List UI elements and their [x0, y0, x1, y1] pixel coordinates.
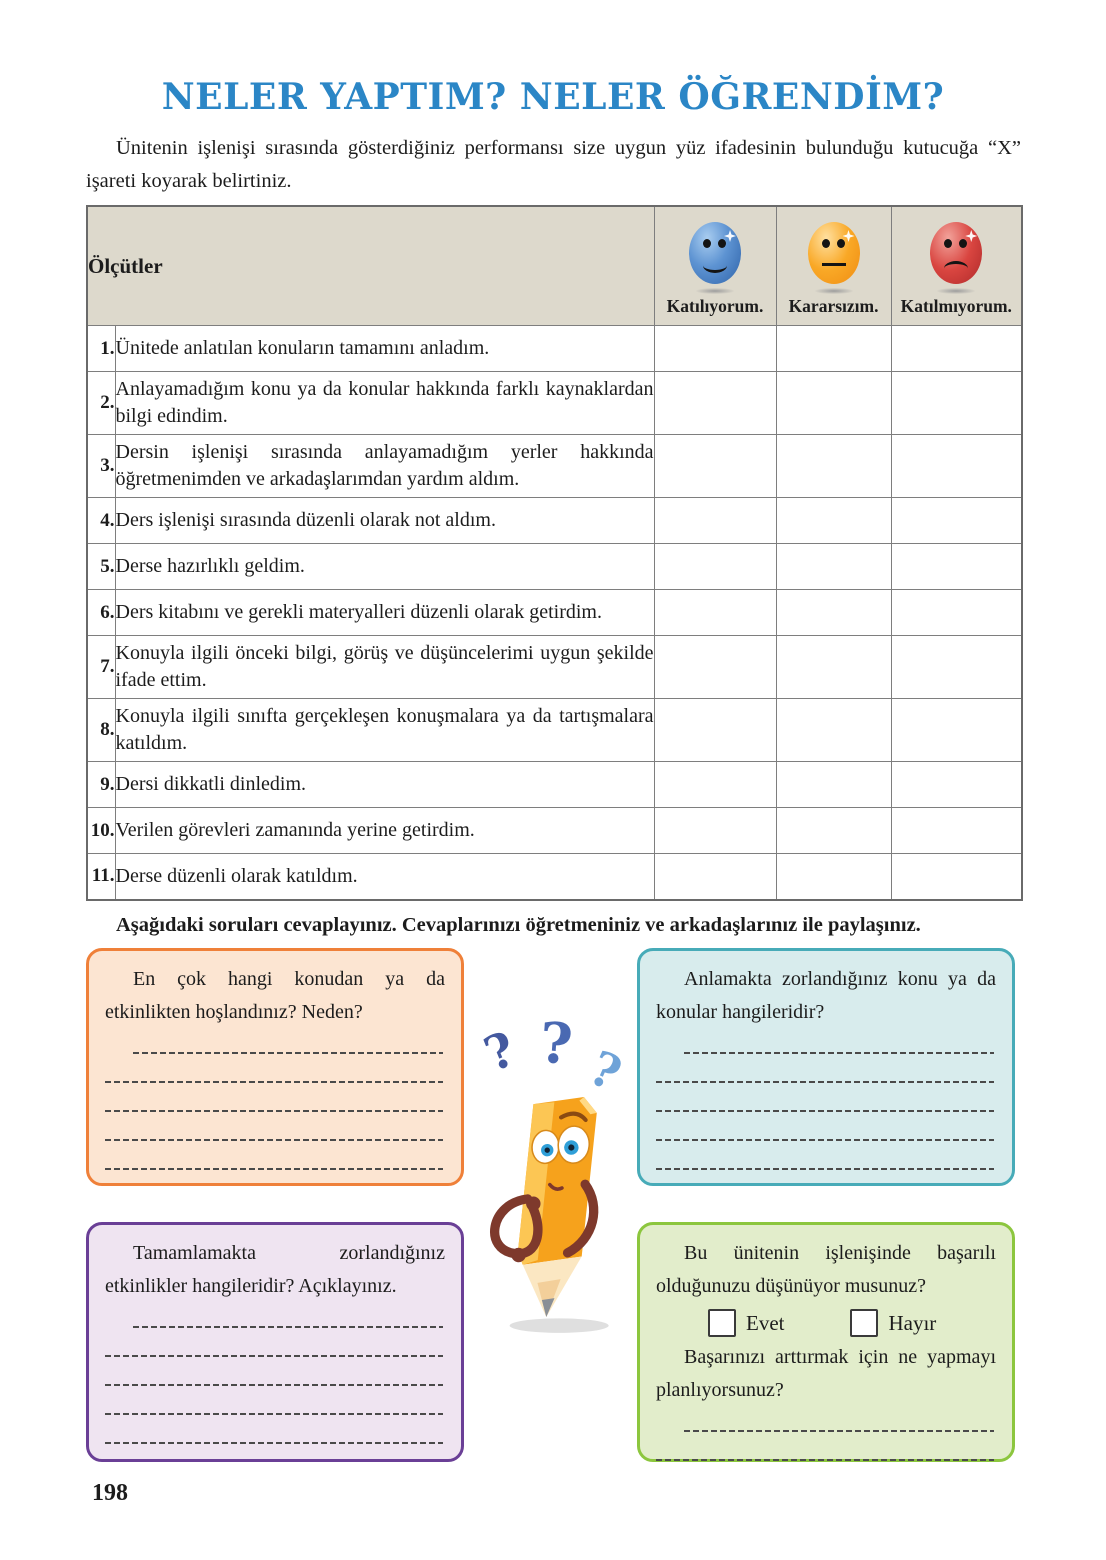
- answer-cell[interactable]: [776, 636, 891, 699]
- answer-cell[interactable]: [654, 808, 776, 854]
- table-row: [87, 435, 1022, 498]
- question-box-hard-activities: [86, 1222, 464, 1462]
- smile-mouth-icon: [703, 258, 727, 273]
- write-line[interactable]: [105, 1029, 445, 1058]
- svg-text:?: ?: [476, 1020, 524, 1084]
- option-no: [850, 1309, 936, 1337]
- answer-cell[interactable]: [891, 699, 1022, 762]
- yes-no-options: [656, 1309, 996, 1337]
- criterion-text: Anlayamadığım konu ya da konular hakkında farklı kaynaklardan bilgi edindim.: [115, 372, 654, 435]
- intro-text: Ünitenin işlenişi sırasında gösterdiğiniz performansı size uygun yüz ifadesinin bulunduğu kutucuğa “X” işareti koyarak belirtiniz.: [86, 137, 1021, 192]
- answer-cell[interactable]: [891, 372, 1022, 435]
- criterion-text: Derse düzenli olarak katıldım.: [115, 854, 654, 900]
- answer-cell[interactable]: [776, 590, 891, 636]
- write-line[interactable]: [105, 1332, 445, 1361]
- table-row: [87, 854, 1022, 900]
- question-text: Anlamakta zorlandığınız konu ya da konular hangileridir?: [656, 968, 996, 1023]
- answer-cell[interactable]: [654, 636, 776, 699]
- answer-cell[interactable]: [654, 435, 776, 498]
- eye-icon: [944, 239, 952, 248]
- svg-text:?: ?: [581, 1039, 630, 1103]
- answer-cell[interactable]: [654, 590, 776, 636]
- row-number: 10.: [87, 808, 115, 854]
- answer-cell[interactable]: [891, 544, 1022, 590]
- question-text: Tamamlamakta zorlandığınız etkinlikler hangileridir? Açıklayınız.: [105, 1242, 445, 1297]
- answer-cell[interactable]: [891, 762, 1022, 808]
- write-line[interactable]: [105, 1390, 445, 1419]
- row-number: 7.: [87, 636, 115, 699]
- answer-cell[interactable]: [654, 498, 776, 544]
- page-title: NELER YAPTIM? NELER ÖĞRENDİM?: [161, 76, 945, 118]
- evet-label: Evet: [746, 1310, 785, 1335]
- thinking-pencil-icon: [462, 1008, 647, 1338]
- answer-cell[interactable]: [776, 326, 891, 372]
- sad-face-icon: [930, 222, 982, 284]
- frown-mouth-icon: [944, 261, 968, 276]
- table-row: [87, 326, 1022, 372]
- write-line[interactable]: [105, 1419, 445, 1448]
- table-header-row: [87, 206, 1022, 326]
- criterion-text: Ünitede anlatılan konuların tamamını anladım.: [115, 326, 654, 372]
- write-line[interactable]: [656, 1436, 996, 1465]
- undecided-label: Kararsızım.: [788, 296, 879, 316]
- criterion-text: Dersin işlenişi sırasında anlayamadığım yerler hakkında öğretmenimden ve arkadaşlarımdan yardım aldım.: [115, 435, 654, 498]
- table-row: [87, 372, 1022, 435]
- disagree-label: Katılmıyorum.: [900, 296, 1012, 316]
- row-number: 6.: [87, 590, 115, 636]
- answer-cell[interactable]: [776, 762, 891, 808]
- table-row: [87, 590, 1022, 636]
- write-line[interactable]: [105, 1058, 445, 1087]
- pencil-mascot-illustration: [462, 1008, 647, 1338]
- hayir-checkbox[interactable]: [850, 1309, 878, 1337]
- answer-cell[interactable]: [654, 544, 776, 590]
- criterion-text: Konuyla ilgili sınıfta gerçekleşen konuşmalara ya da tartışmalara katıldım.: [115, 699, 654, 762]
- sparkle-icon: [965, 230, 977, 242]
- criterion-text: Konuyla ilgili önceki bilgi, görüş ve düşüncelerimi uygun şekilde ifade ettim.: [115, 636, 654, 699]
- write-lines: [105, 1029, 445, 1174]
- self-evaluation-table: [86, 205, 1023, 901]
- answer-cell[interactable]: [891, 435, 1022, 498]
- answer-cell[interactable]: [891, 590, 1022, 636]
- flat-mouth-icon: [822, 263, 846, 266]
- questions-intro: Aşağıdaki soruları cevaplayınız. Cevaplarınızı öğretmeniniz ve arkadaşlarınız ile paylaşınız.: [116, 914, 921, 936]
- answer-cell[interactable]: [776, 372, 891, 435]
- column-agree: [654, 206, 776, 326]
- answer-cell[interactable]: [654, 326, 776, 372]
- eye-icon: [718, 239, 726, 248]
- eye-icon: [959, 239, 967, 248]
- answer-cell[interactable]: [654, 762, 776, 808]
- row-number: 3.: [87, 435, 115, 498]
- write-line[interactable]: [105, 1145, 445, 1174]
- answer-cell[interactable]: [891, 326, 1022, 372]
- write-line[interactable]: [656, 1145, 996, 1174]
- eye-icon: [837, 239, 845, 248]
- svg-text:?: ?: [537, 1010, 575, 1078]
- table-row: [87, 498, 1022, 544]
- answer-cell[interactable]: [891, 498, 1022, 544]
- write-line[interactable]: [105, 1361, 445, 1390]
- page-number: 198: [92, 1480, 128, 1506]
- agree-label: Katılıyorum.: [666, 296, 764, 316]
- table-row: [87, 762, 1022, 808]
- write-line[interactable]: [656, 1407, 996, 1436]
- table-row: [87, 636, 1022, 699]
- answer-cell[interactable]: [654, 699, 776, 762]
- question-box-favorite-topic: [86, 948, 464, 1186]
- table-row: [87, 808, 1022, 854]
- table-row: [87, 544, 1022, 590]
- criterion-text: Derse hazırlıklı geldim.: [115, 544, 654, 590]
- answer-cell[interactable]: [891, 636, 1022, 699]
- answer-cell[interactable]: [776, 435, 891, 498]
- table-row: [87, 699, 1022, 762]
- evet-checkbox[interactable]: [708, 1309, 736, 1337]
- hayir-label: Hayır: [888, 1310, 937, 1335]
- answer-cell[interactable]: [654, 854, 776, 900]
- answer-cell[interactable]: [776, 544, 891, 590]
- write-line[interactable]: [656, 1116, 996, 1145]
- question-text: En çok hangi konudan ya da etkinlikten hoşlandınız? Neden?: [105, 968, 445, 1023]
- column-disagree: [891, 206, 1022, 326]
- answer-cell[interactable]: [776, 854, 891, 900]
- sparkle-icon: [724, 230, 736, 242]
- row-number: 9.: [87, 762, 115, 808]
- criteria-header: Ölçütler: [87, 206, 654, 326]
- write-line[interactable]: [105, 1303, 445, 1332]
- column-undecided: [776, 206, 891, 326]
- neutral-face-icon: [808, 222, 860, 284]
- row-number: 1.: [87, 326, 115, 372]
- eye-icon: [703, 239, 711, 248]
- write-line[interactable]: [656, 1029, 996, 1058]
- question-text: Başarınızı arttırmak için ne yapmayı planlıyorsunuz?: [656, 1346, 996, 1401]
- answer-cell[interactable]: [891, 808, 1022, 854]
- criterion-text: Dersi dikkatli dinledim.: [115, 762, 654, 808]
- question-box-hard-topics: [637, 948, 1015, 1186]
- row-number: 8.: [87, 699, 115, 762]
- answer-cell[interactable]: [776, 699, 891, 762]
- question-text: Bu ünitenin işlenişinde başarılı olduğunuzu düşünüyor musunuz?: [656, 1242, 996, 1297]
- write-line[interactable]: [656, 1058, 996, 1087]
- answer-cell[interactable]: [891, 854, 1022, 900]
- write-line[interactable]: [656, 1087, 996, 1116]
- criterion-text: Ders kitabını ve gerekli materyalleri düzenli olarak getirdim.: [115, 590, 654, 636]
- question-box-success: [637, 1222, 1015, 1462]
- row-number: 5.: [87, 544, 115, 590]
- write-line[interactable]: [105, 1116, 445, 1145]
- answer-cell[interactable]: [654, 372, 776, 435]
- option-yes: [708, 1309, 784, 1337]
- answer-cell[interactable]: [776, 498, 891, 544]
- write-line[interactable]: [105, 1087, 445, 1116]
- criterion-text: Verilen görevleri zamanında yerine getirdim.: [115, 808, 654, 854]
- eye-icon: [822, 239, 830, 248]
- write-lines: [656, 1407, 996, 1465]
- answer-cell[interactable]: [776, 808, 891, 854]
- row-number: 2.: [87, 372, 115, 435]
- row-number: 4.: [87, 498, 115, 544]
- write-lines: [656, 1029, 996, 1174]
- row-number: 11.: [87, 854, 115, 900]
- write-lines: [105, 1303, 445, 1448]
- criterion-text: Ders işlenişi sırasında düzenli olarak not aldım.: [115, 498, 654, 544]
- happy-face-icon: [689, 222, 741, 284]
